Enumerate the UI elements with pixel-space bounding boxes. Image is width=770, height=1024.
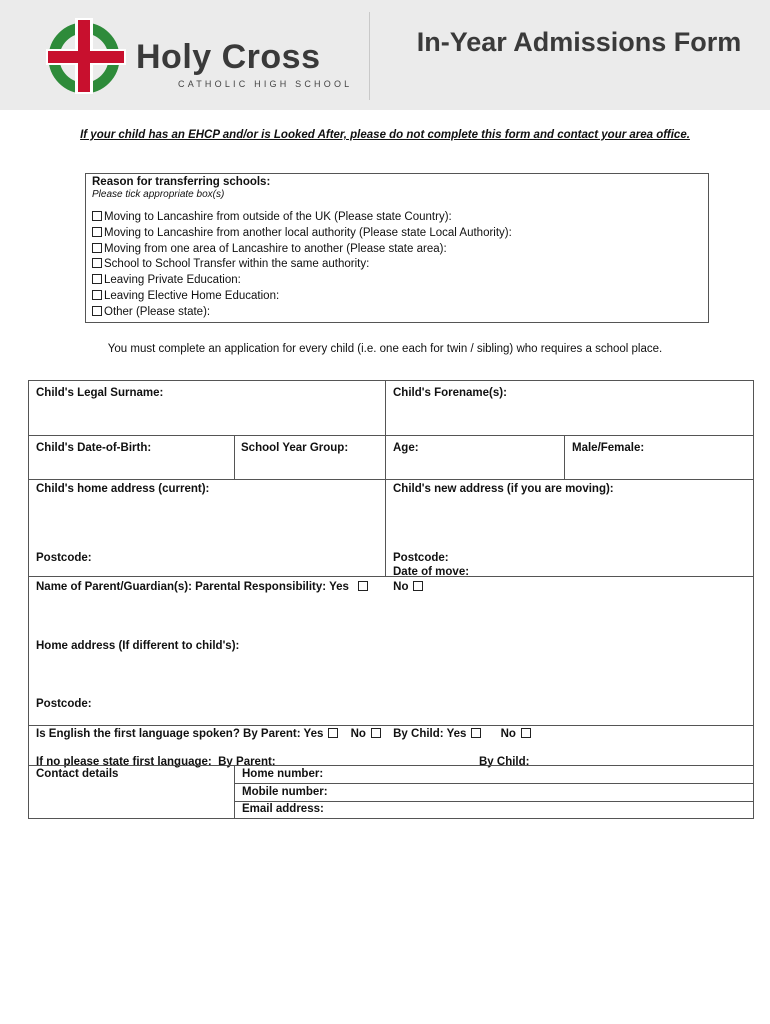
by-child-label: By Child: [479,756,530,768]
home-number-label: Home number: [242,768,324,780]
checkbox[interactable] [92,243,102,253]
english-child-yes-checkbox[interactable] [471,728,481,738]
english-parent-no-checkbox[interactable] [371,728,381,738]
home-address-field[interactable] [28,479,386,577]
reason-option: Moving to Lancashire from another local authority (Please state Local Authority): [92,226,702,242]
year-group-label: School Year Group: [241,442,349,454]
forenames-label: Child's Forename(s): [393,387,507,399]
reason-title: Reason for transferring schools: [92,176,271,188]
parent-address-label: Home address (If different to child's): [36,640,240,652]
dob-field[interactable] [28,435,235,480]
reason-option: Leaving Private Education: [92,273,702,289]
parent-name-label: Name of Parent/Guardian(s): Parental Responsibility: Yes No [36,580,423,594]
surname-label: Child's Legal Surname: [36,387,164,399]
english-parent-yes-checkbox[interactable] [328,728,338,738]
reason-option: School to School Transfer within the same authority: [92,257,702,273]
reason-option: Moving from one area of Lancashire to another (Please state area): [92,242,702,258]
reason-for-transfer-box [85,173,709,323]
header-divider [369,12,370,100]
application-form-grid [28,380,754,819]
school-subtitle: CATHOLIC HIGH SCHOOL [178,79,353,89]
new-address-label: Child's new address (if you are moving): [393,483,614,495]
header-banner [0,0,770,110]
first-language-label: If no please state first language: By Parent: [36,756,276,768]
english-question-label: Is English the first language spoken? By Parent: Yes No By Child: Yes No [36,727,531,741]
postcode-label: Postcode: [36,552,92,564]
reason-option: Leaving Elective Home Education: [92,289,702,305]
parental-no-checkbox[interactable] [413,581,423,591]
reason-option: Other (Please state): [92,305,702,321]
school-logo [40,16,353,96]
mobile-number-field[interactable] [234,783,754,802]
reason-option: Moving to Lancashire from outside of the UK (Please state Country): [92,210,702,226]
gender-field[interactable] [564,435,754,480]
forenames-field[interactable] [385,380,754,436]
checkbox[interactable] [92,306,102,316]
checkbox[interactable] [92,227,102,237]
english-language-section [28,725,754,766]
year-group-field[interactable] [234,435,386,480]
checkbox[interactable] [92,258,102,268]
contact-details-label: Contact details [36,768,119,780]
application-instruction: You must complete an application for every child (i.e. one each for twin / sibling) who requires a school place. [107,343,663,355]
contact-details-cell [28,765,235,819]
home-number-field[interactable] [234,765,754,784]
english-child-no-checkbox[interactable] [521,728,531,738]
ehcp-notice: If your child has an EHCP and/or is Looked After, please do not complete this form and contact your area office. [80,129,690,141]
age-field[interactable] [385,435,565,480]
checkbox[interactable] [92,290,102,300]
email-field[interactable] [234,801,754,819]
new-postcode-label: Postcode: [393,552,449,564]
form-title: In-Year Admissions Form [416,27,742,57]
holy-cross-logo-icon [40,16,132,96]
surname-field[interactable] [28,380,386,436]
email-label: Email address: [242,803,324,815]
home-address-label: Child's home address (current): [36,483,210,495]
mobile-number-label: Mobile number: [242,786,328,798]
checkbox[interactable] [92,274,102,284]
date-of-move-label: Date of move: [393,566,470,578]
dob-label: Child's Date-of-Birth: [36,442,152,454]
school-name: Holy Cross [136,38,321,76]
parent-postcode-label: Postcode: [36,698,92,710]
reason-hint: Please tick appropriate box(s) [92,189,225,200]
parental-yes-checkbox[interactable] [358,581,368,591]
new-address-field[interactable] [385,479,754,577]
gender-label: Male/Female: [572,442,645,454]
age-label: Age: [393,442,419,454]
parent-guardian-section[interactable] [28,576,754,726]
checkbox[interactable] [92,211,102,221]
